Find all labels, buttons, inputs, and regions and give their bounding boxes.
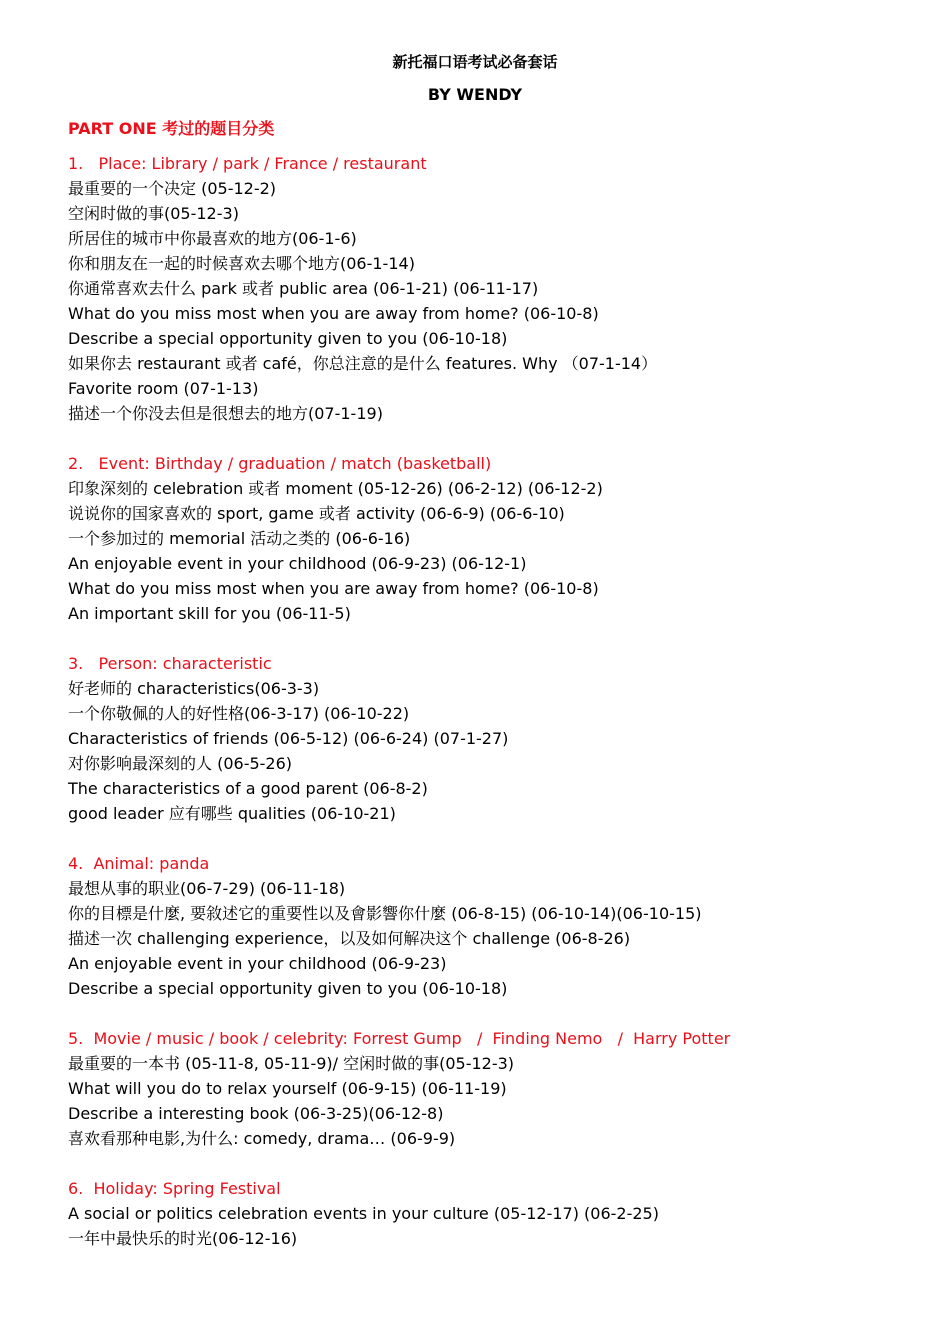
question-line: A social or politics celebration events in your culture (05-12-17) (06-2-25) [68,1204,659,1223]
question-line: 好老师的 characteristics(06-3-3) [68,679,320,698]
question-line: 最重要的一个决定 (05-12-2) [68,179,277,198]
question-line: Favorite room (07-1-13) [68,379,259,398]
question-line: 你和朋友在一起的时候喜欢去哪个地方(06-1-14) [68,254,415,273]
document-byline: BY WENDY [427,85,523,104]
topic-section [68,851,888,1001]
question-line: Describe a special opportunity given to you (06-10-18) [68,329,508,348]
section-heading: 5. Movie / music / book / celebrity: Forrest Gump / Finding Nemo / Harry Potter [68,1029,731,1048]
part-heading: PART ONE 考过的题目分类 [68,119,275,138]
topic-section [68,651,888,826]
question-line: 最想从事的职业(06-7-29) (06-11-18) [68,879,346,898]
topic-section [68,1176,888,1251]
question-line: 一个参加过的 memorial 活动之类的 (06-6-16) [68,529,411,548]
section-heading: 2. Event: Birthday / graduation / match (basketball) [68,454,492,473]
question-line: 最重要的一本书 (05-11-8, 05-11-9)/ 空闲时做的事(05-12-3) [68,1054,515,1073]
topic-section [68,451,888,626]
question-line: 一个你敬佩的人的好性格(06-3-17) (06-10-22) [68,704,410,723]
section-list [68,151,888,1251]
question-line: 一年中最快乐的时光(06-12-16) [68,1229,298,1248]
document-page [68,50,888,1251]
topic-section [68,151,888,426]
topic-section [68,1026,888,1151]
question-line: 说说你的国家喜欢的 sport, game 或者 activity (06-6-9) (06-6-10) [68,504,565,523]
section-heading: 1. Place: Library / park / France / restaurant [68,154,427,173]
question-line: 对你影响最深刻的人 (06-5-26) [68,754,293,773]
question-line: Describe a interesting book (06-3-25)(06-12-8) [68,1104,444,1123]
question-line: 你通常喜欢去什么 park 或者 public area (06-1-21) (06-11-17) [68,279,539,298]
question-line: 你的目標是什麼, 要敘述它的重要性以及會影響你什麼 (06-8-15) (06-10-14)(06-10-15) [68,904,702,923]
question-line: What do you miss most when you are away from home? (06-10-8) [68,579,599,598]
question-line: 所居住的城市中你最喜欢的地方(06-1-6) [68,229,357,248]
question-line: An important skill for you (06-11-5) [68,604,351,623]
question-line: 喜欢看那种电影,为什么: comedy, drama… (06-9-9) [68,1129,456,1148]
section-heading: 3. Person: characteristic [68,654,272,673]
question-line: Characteristics of friends (06-5-12) (06-6-24) (07-1-27) [68,729,509,748]
section-heading: 4. Animal: panda [68,854,210,873]
question-line: 空闲时做的事(05-12-3) [68,204,239,223]
question-line: Describe a special opportunity given to you (06-10-18) [68,979,508,998]
question-line: An enjoyable event in your childhood (06-9-23) (06-12-1) [68,554,527,573]
document-title: 新托福口语考试必备套话 [392,53,558,71]
question-line: The characteristics of a good parent (06-8-2) [68,779,428,798]
question-line: good leader 应有哪些 qualities (06-10-21) [68,804,396,823]
question-line: An enjoyable event in your childhood (06-9-23) [68,954,447,973]
question-line: 描述一次 challenging experience，以及如何解决这个 challenge (06-8-26) [68,929,631,948]
section-heading: 6. Holiday: Spring Festival [68,1179,281,1198]
question-line: 如果你去 restaurant 或者 café，你总注意的是什么 features. Why （07-1-14） [68,354,658,373]
question-line: What do you miss most when you are away from home? (06-10-8) [68,304,599,323]
question-line: 描述一个你没去但是很想去的地方(07-1-19) [68,404,383,423]
question-line: 印象深刻的 celebration 或者 moment (05-12-26) (06-2-12) (06-12-2) [68,479,603,498]
question-line: What will you do to relax yourself (06-9-15) (06-11-19) [68,1079,507,1098]
